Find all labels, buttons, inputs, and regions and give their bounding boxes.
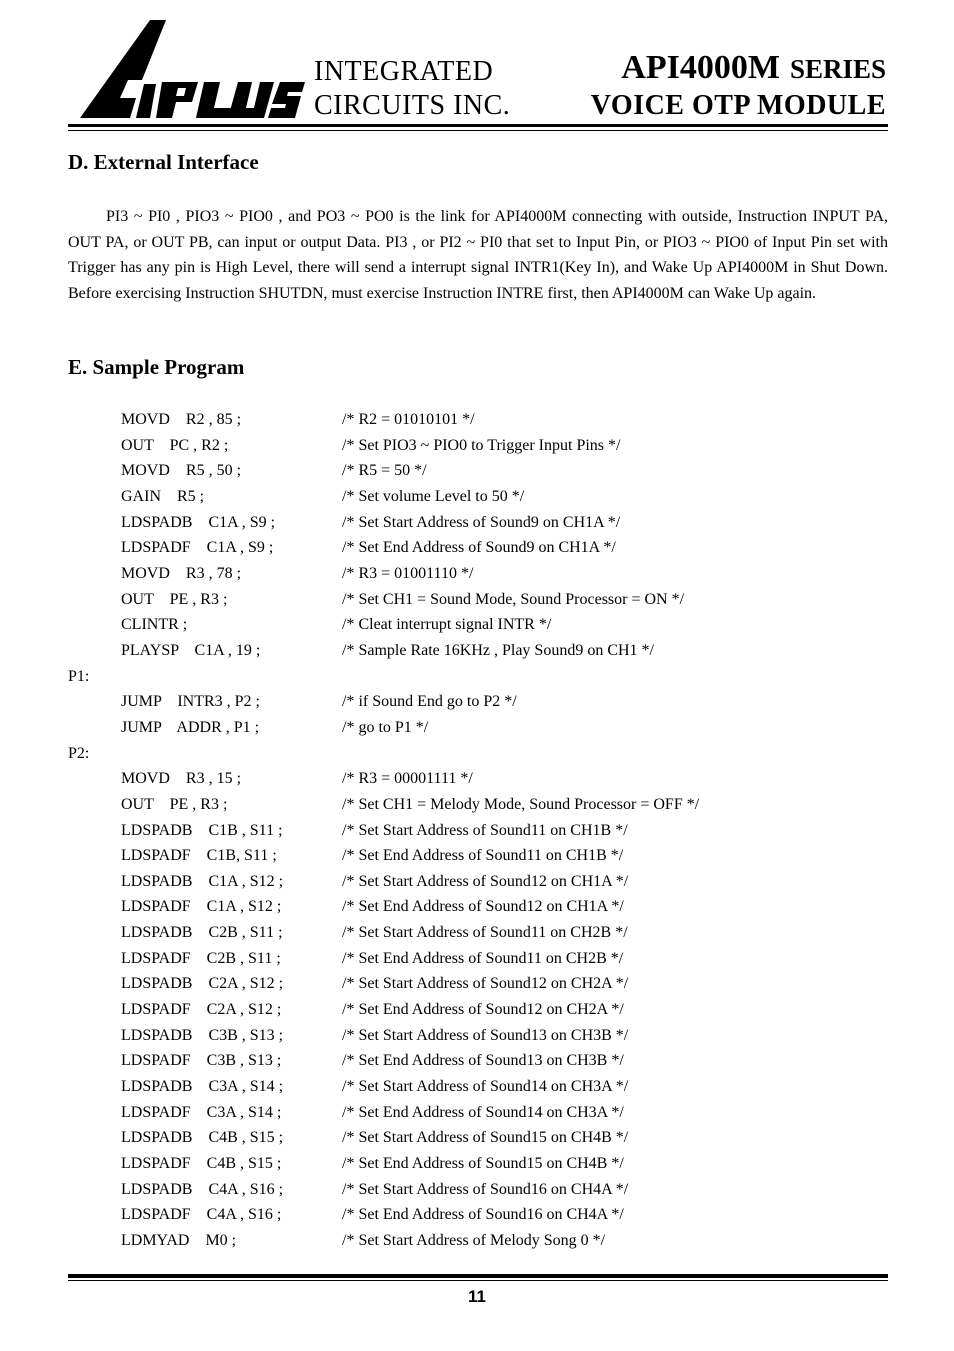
code-comment: /* Set PIO3 ~ PIO0 to Trigger Input Pins */	[342, 436, 621, 454]
code-row	[0, 1125, 954, 1151]
code-instruction: OUT PC , R2 ;	[121, 436, 229, 454]
code-row	[0, 1048, 954, 1074]
code-comment: /* R3 = 00001111 */	[342, 770, 473, 788]
code-comment: /* Set End Address of Sound12 on CH2A */	[342, 1001, 624, 1019]
code-instruction: LDSPADB C2A , S12 ;	[121, 975, 284, 993]
code-row	[0, 1202, 954, 1228]
code-row	[0, 433, 954, 459]
section-e-heading: E. Sample Program	[68, 355, 245, 379]
code-row	[0, 689, 954, 715]
code-instruction: LDSPADF C1B, S11 ;	[121, 847, 277, 865]
code-row	[0, 894, 954, 920]
code-row	[0, 510, 954, 536]
code-instruction: OUT PE , R3 ;	[121, 795, 228, 813]
code-row	[0, 1100, 954, 1126]
section-d-heading: D. External Interface	[68, 150, 259, 174]
code-row	[0, 1023, 954, 1049]
code-comment: /* Sample Rate 16KHz , Play Sound9 on CH1 */	[342, 641, 654, 659]
code-label-row	[0, 741, 954, 767]
paragraph: PI3 ~ PI0 , PIO3 ~ PIO0 , and PO3 ~ PO0 is the link for API4000M connecting with outside, Instruction INPUT PA, OUT PA, or OUT PB, can input or output Data. PI3 , or PI2 ~ PI0 that set to Input Pin, or PIO3 ~ PIO0 of Input Pin set with Trigger has any pin is High Level, there will send a interrupt signal INTR1(Key In), and Wake Up API4000M in Shut Down. Before exercising Instruction SHUTDN, must exercise Instruction INTRE first, then API4000M can Wake Up again.	[68, 208, 888, 303]
footer-rule-thick	[68, 1274, 888, 1278]
code-row	[0, 971, 954, 997]
code-row	[0, 1177, 954, 1203]
code-instruction: MOVD R3 , 15 ;	[121, 770, 242, 788]
code-comment: /* Set Start Address of Sound12 on CH1A */	[342, 872, 629, 890]
code-comment: /* Set End Address of Sound15 on CH4B */	[342, 1155, 624, 1173]
code-comment: /* Set CH1 = Melody Mode, Sound Processor = OFF */	[342, 795, 700, 813]
code-row	[0, 484, 954, 510]
footer-rule-thin	[68, 1280, 888, 1281]
code-instruction: JUMP ADDR , P1 ;	[121, 718, 260, 736]
code-row	[0, 920, 954, 946]
code-row	[0, 1074, 954, 1100]
page-number: 11	[468, 1287, 486, 1306]
code-label-row	[0, 664, 954, 690]
code-instruction: LDSPADB C4B , S15 ;	[121, 1129, 284, 1147]
code-instruction: LDSPADF C3B , S13 ;	[121, 1052, 282, 1070]
code-row	[0, 612, 954, 638]
code-instruction: LDSPADB C1A , S12 ;	[121, 872, 284, 890]
code-comment: /* if Sound End go to P2 */	[342, 693, 517, 711]
code-instruction: JUMP INTR3 , P2 ;	[121, 693, 260, 711]
code-comment: /* R5 = 50 */	[342, 462, 427, 480]
code-instruction: MOVD R3 , 78 ;	[121, 564, 242, 582]
code-comment: /* Set volume Level to 50 */	[342, 487, 525, 505]
company-name-line2: CIRCUITS INC.	[314, 90, 511, 121]
product-subtitle: VOICE OTP MODULE	[590, 90, 886, 121]
code-comment: /* Cleat interrupt signal INTR */	[342, 616, 552, 634]
code-instruction: MOVD R2 , 85 ;	[121, 411, 242, 428]
code-comment: /* Set End Address of Sound9 on CH1A */	[342, 539, 616, 557]
code-comment: /* Set Start Address of Sound14 on CH3A */	[342, 1078, 629, 1096]
code-instruction: LDSPADF C1A , S9 ;	[121, 539, 274, 557]
code-instruction: LDSPADF C1A , S12 ;	[121, 898, 282, 916]
code-instruction: CLINTR ;	[121, 616, 188, 634]
code-comment: /* R2 = 01010101 */	[342, 411, 475, 428]
code-row	[0, 869, 954, 895]
code-row	[0, 792, 954, 818]
code-instruction: LDSPADF C4B , S15 ;	[121, 1155, 282, 1173]
header-rule-thin	[68, 130, 888, 131]
code-comment: /* Set End Address of Sound14 on CH3A */	[342, 1103, 624, 1121]
code-instruction: LDSPADB C4A , S16 ;	[121, 1180, 284, 1198]
code-comment: /* Set End Address of Sound11 on CH1B */	[342, 847, 624, 865]
product-title	[621, 48, 886, 89]
code-row	[0, 561, 954, 587]
code-row	[0, 458, 954, 484]
code-comment: /* Set Start Address of Melody Song 0 */	[342, 1232, 606, 1249]
code-comment: /* Set Start Address of Sound11 on CH1B */	[342, 821, 628, 839]
code-label: P2:	[68, 744, 90, 762]
code-comment: /* Set Start Address of Sound16 on CH4A */	[342, 1180, 629, 1198]
code-instruction: LDSPADB C3B , S13 ;	[121, 1026, 284, 1044]
header-rule-thick	[68, 124, 888, 127]
code-instruction: MOVD R5 , 50 ;	[121, 462, 242, 480]
code-comment: /* Set Start Address of Sound9 on CH1A */	[342, 513, 621, 531]
product-name: API4000M	[621, 49, 780, 86]
code-row	[0, 1151, 954, 1177]
code-instruction: LDMYAD M0 ;	[121, 1232, 237, 1249]
external-interface-text	[68, 204, 888, 307]
code-comment: /* Set End Address of Sound12 on CH1A */	[342, 898, 624, 916]
code-row	[0, 587, 954, 613]
code-comment: /* Set End Address of Sound16 on CH4A */	[342, 1206, 624, 1224]
code-comment: /* R3 = 01001110 */	[342, 564, 474, 582]
sample-program	[0, 407, 954, 1254]
code-comment: /* Set Start Address of Sound13 on CH3B */	[342, 1026, 629, 1044]
code-instruction: LDSPADB C1A , S9 ;	[121, 513, 276, 531]
code-instruction: LDSPADF C3A , S14 ;	[121, 1103, 282, 1121]
code-row	[0, 535, 954, 561]
code-instruction: LDSPADB C2B , S11 ;	[121, 924, 283, 942]
code-row	[0, 946, 954, 972]
code-instruction: PLAYSP C1A , 19 ;	[121, 641, 261, 659]
code-instruction: LDSPADF C4A , S16 ;	[121, 1206, 282, 1224]
code-row	[0, 766, 954, 792]
company-name-line1: INTEGRATED	[314, 56, 494, 87]
code-row	[0, 715, 954, 741]
code-row	[0, 407, 954, 433]
code-comment: /* Set Start Address of Sound12 on CH2A */	[342, 975, 629, 993]
code-row	[0, 997, 954, 1023]
code-instruction: LDSPADB C3A , S14 ;	[121, 1078, 284, 1096]
code-row	[0, 818, 954, 844]
code-comment: /* Set CH1 = Sound Mode, Sound Processor = ON */	[342, 590, 685, 608]
code-instruction: OUT PE , R3 ;	[121, 590, 228, 608]
code-comment: /* Set Start Address of Sound15 on CH4B */	[342, 1129, 629, 1147]
aplus-logo	[80, 20, 305, 124]
code-instruction: LDSPADB C1B , S11 ;	[121, 821, 283, 839]
code-instruction: LDSPADF C2B , S11 ;	[121, 949, 281, 967]
code-row	[0, 843, 954, 869]
code-comment: /* Set End Address of Sound11 on CH2B */	[342, 949, 624, 967]
code-label: P1:	[68, 667, 90, 685]
code-instruction: GAIN R5 ;	[121, 487, 205, 505]
code-row	[0, 1228, 954, 1254]
code-comment: /* Set End Address of Sound13 on CH3B */	[342, 1052, 624, 1070]
code-comment: /* go to P1 */	[342, 718, 429, 736]
code-comment: /* Set Start Address of Sound11 on CH2B */	[342, 924, 628, 942]
code-instruction: LDSPADF C2A , S12 ;	[121, 1001, 282, 1019]
code-row	[0, 638, 954, 664]
product-series: SERIES	[789, 54, 886, 84]
